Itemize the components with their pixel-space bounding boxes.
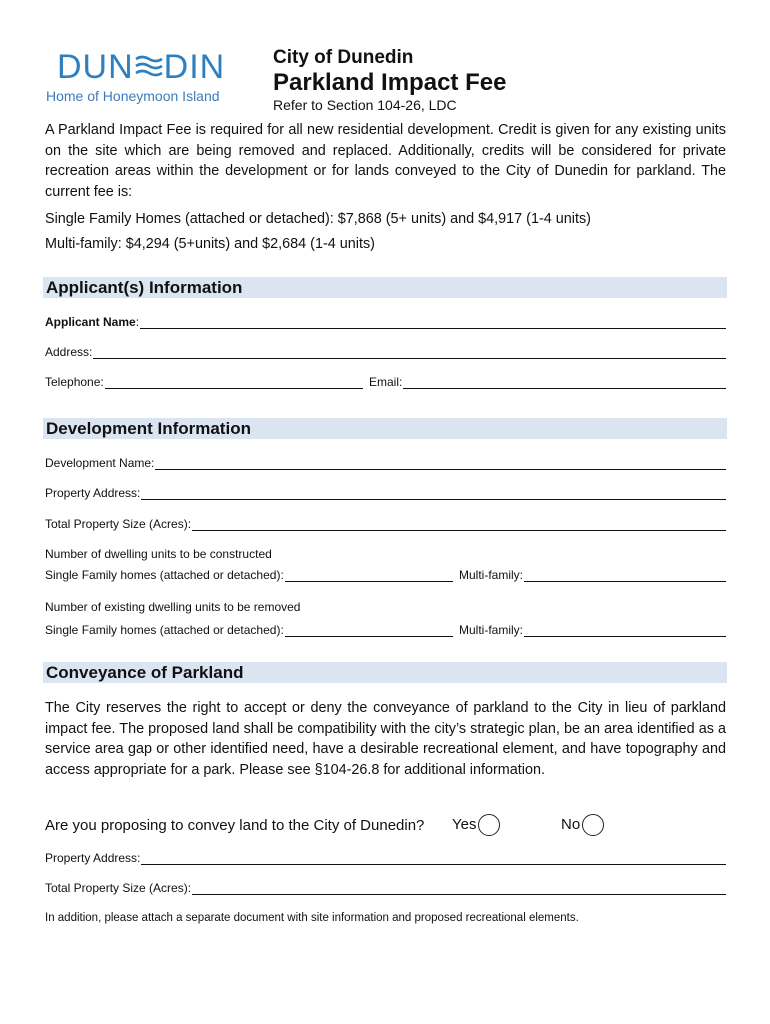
intro-paragraph: A Parkland Impact Fee is required for all new residential development. Credit is given for any existing units on the site which are being removed and replaced. Additionally, credits will be considered for private recreation areas within the development or for lands conveyed to the City of Dunedin for parkland. The current fee is: [45, 122, 726, 200]
applicant-heading: Applicant(s) Information [46, 278, 243, 297]
city-logo [57, 50, 225, 84]
attachment-note: In addition, please attach a separate document with site information and proposed recreational elements. [45, 912, 579, 924]
single-family-fee: Single Family Homes (attached or detached): $7,868 (5+ units) and $4,917 (1-4 units) [45, 211, 591, 227]
removed-single-family-line[interactable] [285, 624, 453, 637]
conveyance-property-address-field[interactable] [45, 851, 726, 865]
applicant-name-colon: : [135, 315, 140, 329]
removed-multi-family-label: Multi-family: [459, 623, 524, 637]
applicant-section-header [43, 277, 727, 298]
development-name-label: Development Name: [45, 456, 155, 470]
yes-radio[interactable] [478, 814, 500, 836]
development-property-address-label: Property Address: [45, 486, 141, 500]
telephone-line[interactable] [105, 376, 363, 389]
no-radio[interactable] [582, 814, 604, 836]
logo-tagline: Home of Honeymoon Island [46, 88, 220, 104]
section-reference: Refer to Section 104-26, LDC [273, 97, 457, 113]
email-line[interactable] [403, 376, 726, 389]
applicant-name-field[interactable] [45, 315, 726, 329]
constructed-multi-family-line[interactable] [524, 569, 726, 582]
development-size-label: Total Property Size (Acres): [45, 517, 192, 531]
address-label: Address: [45, 345, 93, 359]
units-constructed-heading: Number of dwelling units to be constructed [45, 547, 272, 561]
page-title: Parkland Impact Fee [273, 69, 507, 96]
development-size-line[interactable] [192, 518, 726, 531]
removed-single-family-field[interactable] [45, 623, 453, 637]
telephone-field[interactable] [45, 375, 363, 389]
development-size-field[interactable] [45, 517, 726, 531]
development-section-header [43, 418, 727, 439]
yes-option[interactable] [452, 814, 500, 836]
units-removed-heading: Number of existing dwelling units to be removed [45, 600, 301, 614]
email-label: Email: [369, 375, 403, 389]
logo-text-left: DUN [57, 48, 134, 86]
conveyance-size-field[interactable] [45, 881, 726, 895]
multi-family-fee: Multi-family: $4,294 (5+units) and $2,684 (1-4 units) [45, 236, 375, 252]
development-heading: Development Information [46, 419, 251, 438]
development-name-field[interactable] [45, 456, 726, 470]
constructed-single-family-label: Single Family homes (attached or detached): [45, 568, 284, 582]
conveyance-property-address-label: Property Address: [45, 851, 141, 865]
removed-multi-family-field[interactable] [459, 623, 726, 637]
constructed-single-family-field[interactable] [45, 568, 453, 582]
conveyance-property-address-line[interactable] [141, 852, 726, 865]
development-property-address-line[interactable] [141, 487, 726, 500]
development-name-line[interactable] [155, 457, 726, 470]
logo-text-right: DIN [163, 48, 226, 86]
telephone-label: Telephone: [45, 375, 104, 389]
address-field[interactable] [45, 345, 726, 359]
conveyance-size-line[interactable] [192, 882, 726, 895]
removed-multi-family-line[interactable] [524, 624, 726, 637]
no-option[interactable] [561, 814, 604, 836]
city-name: City of Dunedin [273, 47, 414, 68]
applicant-name-line[interactable] [140, 316, 726, 329]
constructed-multi-family-label: Multi-family: [459, 568, 524, 582]
development-property-address-field[interactable] [45, 486, 726, 500]
no-label: No [561, 815, 581, 833]
applicant-name-label: Applicant Name [45, 315, 136, 329]
convey-question: Are you proposing to convey land to the City of Dunedin? [45, 817, 425, 834]
constructed-single-family-line[interactable] [285, 569, 453, 582]
conveyance-heading: Conveyance of Parkland [46, 663, 244, 682]
conveyance-paragraph: The City reserves the right to accept or deny the conveyance of parkland to the City in lieu of parkland impact fee. The proposed land shall be compatibility with the city’s strategic plan, be an area identified as a service area gap or other identified need, have a desirable recreational element, and have topography and access appropriate for a park. Please see §104-26.8 for additional information. [45, 700, 726, 778]
conveyance-size-label: Total Property Size (Acres): [45, 881, 192, 895]
email-field[interactable] [369, 375, 726, 389]
removed-single-family-label: Single Family homes (attached or detached): [45, 623, 284, 637]
wave-logo-icon [134, 50, 164, 80]
constructed-multi-family-field[interactable] [459, 568, 726, 582]
yes-label: Yes [452, 815, 477, 833]
address-line[interactable] [93, 346, 726, 359]
conveyance-section-header [43, 662, 727, 683]
